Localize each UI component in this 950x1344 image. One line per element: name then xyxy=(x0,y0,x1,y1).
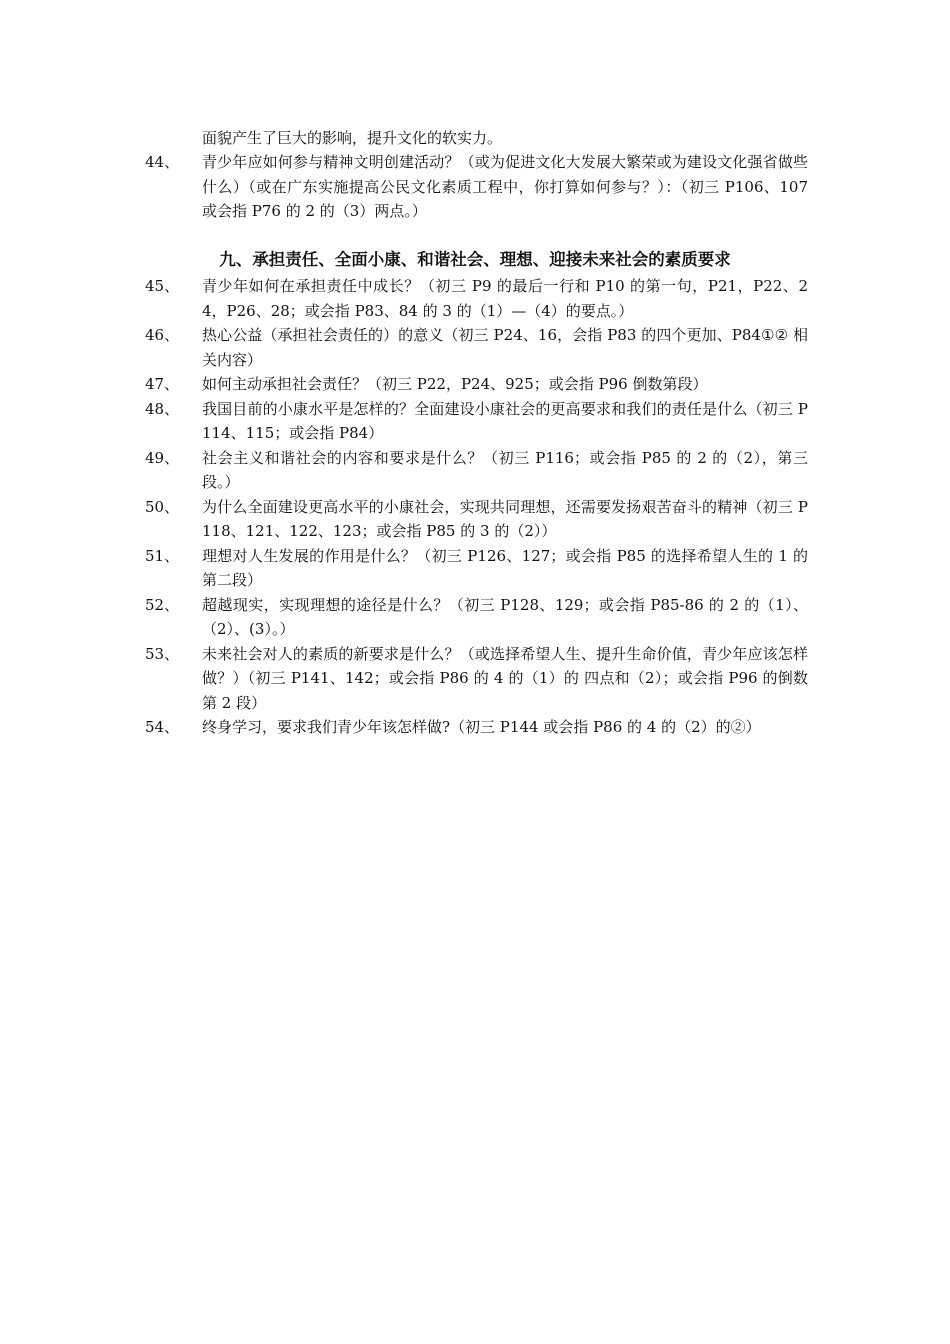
question-list-section9 xyxy=(0,274,950,740)
question-text: 为什么全面建设更高水平的小康社会，实现共同理想，还需要发扬艰苦奋斗的精神（初三 P118、121、122、123；或会指 P85 的 3 的（2）） xyxy=(202,497,808,540)
question-text: 理想对人生发展的作用是什么？（初三 P126、127；或会指 P85 的选择希望人生的 1 的第二段） xyxy=(202,546,808,589)
continuation-line: 面貌产生了巨大的影响，提升文化的软实力。 xyxy=(202,129,503,147)
question-53 xyxy=(0,642,950,716)
question-text: 社会主义和谐社会的内容和要求是什么？（初三 P116；或会指 P85 的 2 的（2），第三段。） xyxy=(202,448,808,491)
question-text: 终身学习，要求我们青少年该怎样做?（初三 P144 或会指 P86 的 4 的（2）的②） xyxy=(202,718,761,736)
question-number: 48、 xyxy=(145,399,180,418)
question-48 xyxy=(0,397,950,446)
question-54 xyxy=(0,715,950,740)
question-47 xyxy=(0,372,950,397)
question-number: 51、 xyxy=(145,546,180,565)
question-number: 49、 xyxy=(145,448,180,467)
question-list-part8 xyxy=(0,150,950,224)
question-49 xyxy=(0,446,950,495)
question-text: 热心公益（承担社会责任的）的意义（初三 P24、16，会指 P83 的四个更加、P84①② 相关内容） xyxy=(202,326,808,369)
question-45 xyxy=(0,274,950,323)
question-number: 52、 xyxy=(145,595,180,614)
question-number: 44、 xyxy=(145,153,180,171)
question-text: 未来社会对人的素质的新要求是什么？（或选择希望人生、提升生命价值，青少年应该怎样做？）（初三 P141、142；或会指 P86 的 4 的（1）的 四点和（2）；或会指 P96 的倒数第 2 段） xyxy=(202,644,808,712)
question-number: 54、 xyxy=(145,718,180,736)
question-52 xyxy=(0,593,950,642)
question-number: 47、 xyxy=(145,375,180,393)
question-51 xyxy=(0,544,950,593)
question-text: 超越现实，实现理想的途径是什么？（初三 P128、129；或会指 P85-86 的 2 的（1）、（2）、(3）。） xyxy=(202,595,808,638)
question-text: 青少年应如何参与精神文明创建活动？（或为促进文化大发展大繁荣或为建设文化强省做些什么）（或在广东实施提高公民文化素质工程中，你打算如何参与？）：（初三 P106、107 或会指 P76 的 2 的（3）两点。） xyxy=(202,153,808,220)
question-text: 如何主动承担社会责任？（初三 P22，P24、925；或会指 P96 倒数第段） xyxy=(202,375,708,393)
question-50 xyxy=(0,495,950,544)
question-number: 45、 xyxy=(145,277,180,295)
question-text: 青少年如何在承担责任中成长？（初三 P9 的最后一行和 P10 的第一句，P21，P22、24，P26、28；或会指 P83、84 的 3 的（1）—（4）的要点。） xyxy=(202,277,808,320)
question-number: 50、 xyxy=(145,497,180,516)
question-text: 我国目前的小康水平是怎样的？全面建设小康社会的更高要求和我们的责任是什么（初三 P114、115；或会指 P84） xyxy=(202,399,808,442)
question-44 xyxy=(0,150,950,224)
section-heading-9: 九、承担责任、全面小康、和谐社会、理想、迎接未来社会的素质要求 xyxy=(219,250,731,269)
question-46 xyxy=(0,323,950,372)
question-number: 53、 xyxy=(145,644,180,663)
question-number: 46、 xyxy=(145,326,180,344)
